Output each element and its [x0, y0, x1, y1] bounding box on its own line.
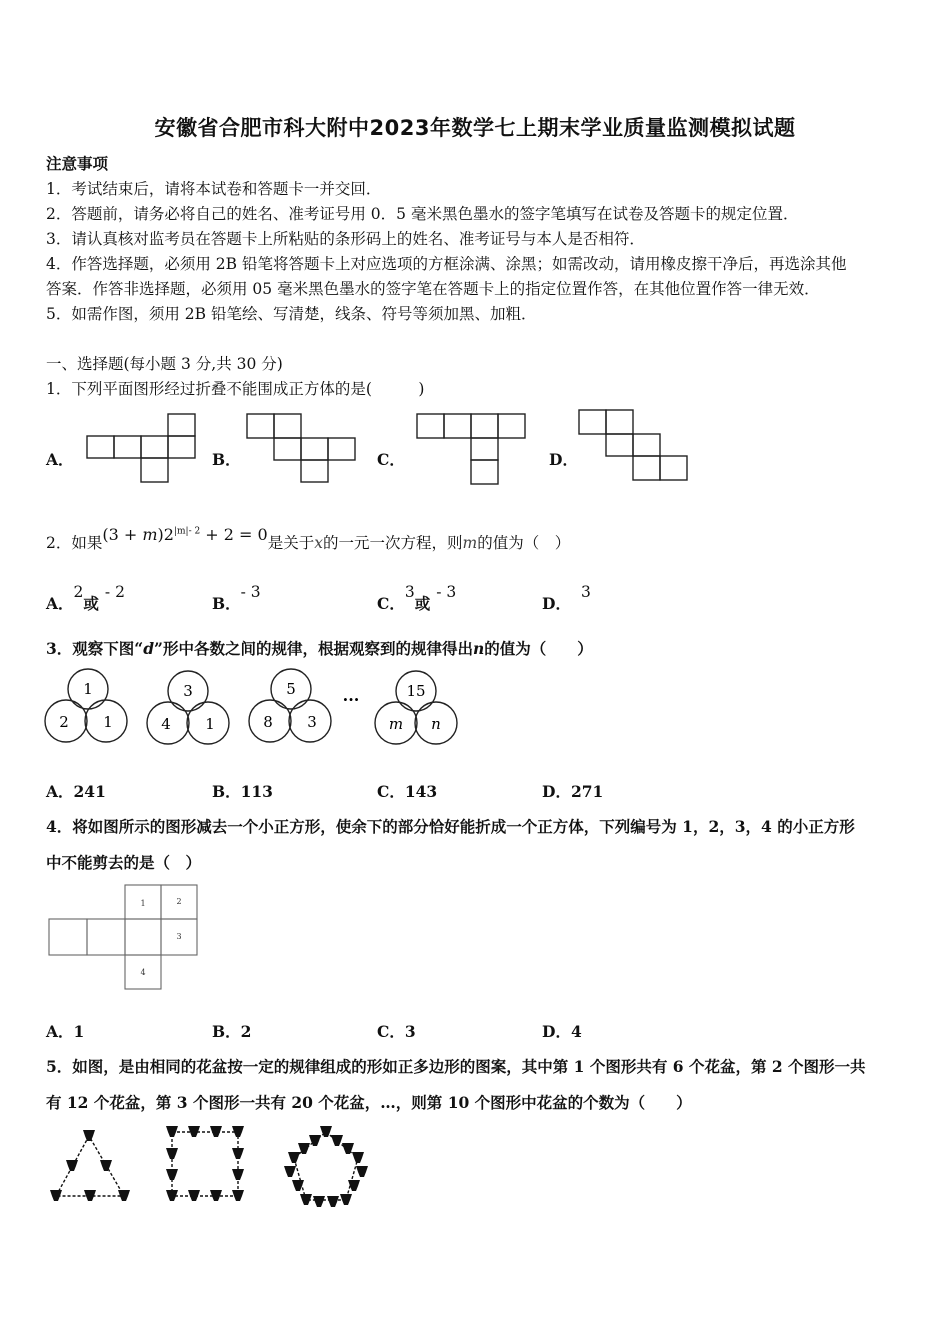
q5-stem-line1: 5．如图，是由相同的花盆按一定的规律组成的形如正多边形的图案，其中第 1 个图形共有 6 个花盆，第 2 个图形一共: [46, 1057, 866, 1076]
q4-figure: [48, 883, 200, 993]
q1-option-d: D．: [549, 450, 578, 469]
fig2-top: 3: [183, 682, 193, 700]
fig4-right: n: [431, 715, 441, 733]
option-value: 3: [580, 583, 591, 601]
q1-net-b: [246, 412, 360, 486]
q1-net-d: [578, 408, 692, 484]
q1-net-a: [86, 412, 198, 484]
q2-eq-close: )2: [157, 525, 174, 544]
triangle-pots: [50, 1130, 130, 1201]
fig3-right: 3: [307, 713, 317, 731]
option-label: A．: [46, 594, 74, 613]
section-heading: 一、选择题(每小题 3 分,共 30 分): [46, 355, 283, 373]
q2-option-c: [377, 583, 457, 614]
q2-option-a: [46, 583, 125, 614]
fig1-right: 1: [103, 713, 113, 731]
q4-option-b: B．2: [212, 1022, 252, 1041]
fig3-top: 5: [286, 680, 296, 698]
option-label: C．: [377, 594, 405, 613]
option-value: - 3: [436, 583, 457, 601]
q2-eq-open: (3 +: [102, 525, 143, 544]
fig4-left: m: [388, 715, 404, 733]
notice-item: 2．答题前，请务必将自己的姓名、准考证号用 0．5 毫米黑色墨水的签字笔填写在试卷及答题卡的规定位置．: [46, 205, 799, 223]
square-label-2: 2: [176, 897, 182, 906]
q2-prefix: 2．如果: [46, 534, 103, 552]
q5-stem-line2: 有 12 个花盆，第 3 个图形一共有 20 个花盆，…，则第 10 个图形中花盆的个数为（ ）: [46, 1093, 692, 1112]
q3-option-d: D．271: [542, 782, 604, 801]
option-or: 或: [414, 594, 431, 613]
q3-stem-n: n: [472, 639, 485, 658]
q2-eq-exponent: |m|- 2: [173, 526, 201, 537]
q2-option-b: [212, 583, 261, 614]
fig2-right: 1: [205, 715, 215, 733]
q4-option-a: A．1: [46, 1022, 85, 1041]
q2-mid: 是关于: [267, 534, 315, 552]
q1-option-a: A．: [46, 450, 74, 469]
fig1-top: 1: [83, 680, 93, 698]
q2-var-m: m: [462, 534, 478, 552]
notice-item: 5．如需作图，须用 2B 铅笔绘、写清楚，线条、符号等须加黑、加粗．: [46, 305, 537, 323]
square-pots: [166, 1126, 244, 1201]
q2-eq-tail: + 2 = 0: [200, 525, 268, 544]
notice-item: 3．请认真核对监考员在答题卡上所粘贴的条形码上的姓名、准考证号与本人是否相符．: [46, 230, 645, 248]
option-or: 或: [83, 594, 99, 613]
option-value: 2: [73, 583, 84, 601]
q5-figures: [44, 1122, 370, 1220]
q4-option-c: C．3: [377, 1022, 416, 1041]
notice-item: 答案．作答非选择题，必须用 05 毫米黑色墨水的签字笔在答题卡上的指定位置作答，在其他位置作答一律无效．: [46, 280, 820, 298]
q1-net-c: [416, 412, 526, 488]
option-label: D．: [542, 594, 571, 613]
fig4-top: 15: [406, 682, 426, 700]
q4-stem-line2: 中不能剪去的是（ ）: [46, 853, 202, 872]
q2-option-d: [542, 583, 591, 614]
q1-stem: 1．下列平面图形经过折叠不能围成正方体的是( ): [46, 380, 425, 398]
option-value: - 2: [104, 583, 125, 601]
q4-option-d: D．4: [542, 1022, 582, 1041]
q3-option-c: C．143: [377, 782, 438, 801]
q3-stem-d: d: [143, 639, 155, 658]
q2-suffix: 的值为（ ）: [477, 534, 571, 552]
q3-stem-a: 3．观察下图“: [46, 639, 144, 658]
q2-equation: [102, 525, 267, 544]
notice-item: 4．作答选择题，必须用 2B 铅笔将答题卡上对应选项的方框涂满、涂黑；如需改动，请用橡皮擦干净后，再选涂其他: [46, 255, 847, 273]
square-label-1: 1: [140, 899, 146, 908]
q3-stem-c: 的值为（ ）: [484, 639, 593, 658]
q3-figures: [40, 665, 470, 755]
fig2-left: 4: [161, 715, 171, 733]
q1-option-b: B．: [212, 450, 241, 469]
square-label-3: 3: [176, 932, 182, 941]
ellipsis: ···: [342, 690, 360, 709]
q4-stem-line1: 4．将如图所示的图形减去一个小正方形，使余下的部分恰好能折成一个正方体，下列编号为 1，2，3，4 的小正方形: [46, 817, 855, 836]
notice-item: 1．考试结束后，请将本试卷和答题卡一并交回．: [46, 180, 382, 198]
q3-stem: [46, 637, 593, 659]
notice-heading: 注意事项: [46, 154, 109, 173]
option-value: - 3: [240, 583, 261, 601]
square-label-4: 4: [140, 968, 146, 977]
q2-stem: [46, 525, 571, 553]
q2-var-x: x: [314, 534, 323, 552]
q2-mid2: 的一元一次方程，则: [322, 534, 463, 552]
q1-option-c: C．: [377, 450, 405, 469]
q3-stem-b: ”形中各数之间的规律，根据观察到的规律得出: [154, 639, 473, 658]
fig3-left: 8: [263, 713, 273, 731]
option-value: 3: [404, 583, 415, 601]
option-label: B．: [212, 594, 241, 613]
page-title: 安徽省合肥市科大附中2023年数学七上期末学业质量监测模拟试题: [154, 116, 796, 140]
fig1-left: 2: [59, 713, 69, 731]
q2-eq-m: m: [142, 525, 158, 544]
q3-option-b: B．113: [212, 782, 273, 801]
q3-option-a: A．241: [46, 782, 106, 801]
